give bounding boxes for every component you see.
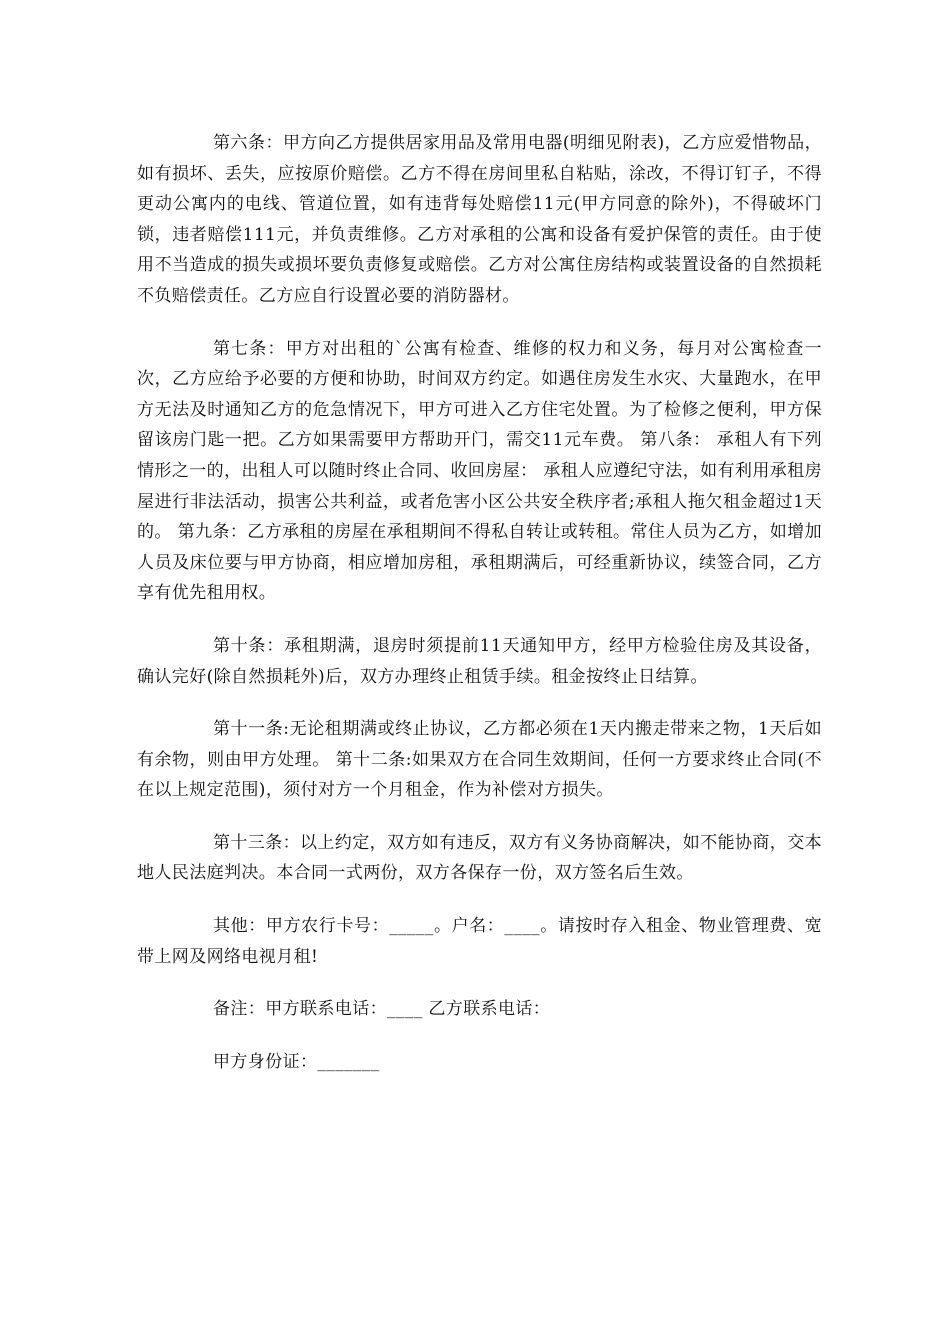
- article-6-paragraph: 第六条：甲方向乙方提供居家用品及常用电器(明细见附表)，乙方应爱惜物品，如有损坏、丢失，应按原价赔偿。乙方不得在房间里私自粘贴，涂改，不得订钉子，不得更动公寓内的电线、管道位置，如有违背每处赔偿11元(甲方同意的除外)，不得破坏门锁，违者赔偿111元，并负责维修。乙方对承租的公寓和设备有爱护保管的责任。由于使用不当造成的损失或损坏要负责修复或赔偿。乙方对公寓住房结构或装置设备的自然损耗不负赔偿责任。乙方应自行设置必要的消防器材。: [137, 133, 822, 306]
- article-7-9-paragraph: 第七条：甲方对出租的`公寓有检查、维修的权力和义务，每月对公寓检查一次，乙方应给予必要的方便和协助，时间双方约定。如遇住房发生水灾、大量跑水，在甲方无法及时通知乙方的危急情况下，甲方可进入乙方住宅处置。为了检修之便利，甲方保留该房门匙一把。乙方如果需要甲方帮助开门，需交11元车费。 第八条： 承租人有下列情形之一的，出租人可以随时终止合同、收回房屋： 承租人应遵纪守法，如有利用承租房屋进行非法活动，损害公共利益，或者危害小区公共安全秩序者;承租人拖欠租金超过1天的。 第九条：乙方承租的房屋在承租期间不得私自转让或转租。常住人员为乙方，如增加人员及床位要与甲方协商，相应增加房租，承租期满后，可经重新协议，续签合同，乙方享有优先租用权。: [137, 338, 822, 604]
- article-10-paragraph: 第十条：承租期满，退房时须提前11天通知甲方，经甲方检验住房及其设备，确认完好(除自然损耗外)后，双方办理终止租赁手续。租金按终止日结算。: [137, 635, 822, 687]
- remarks-paragraph: 备注：甲方联系电话：____ 乙方联系电话：: [213, 999, 551, 1020]
- document-page: [137, 128, 822, 1099]
- article-11-12-paragraph: 第十一条:无论租期满或终止协议，乙方都必须在1天内搬走带来之物，1天后如有余物，则由甲方处理。 第十二条:如果双方在合同生效期间，任何一方要求终止合同(不在以上规定范围)，须付对方一个月租金，作为补偿对方损失。: [137, 719, 822, 801]
- id-card-paragraph: 甲方身份证：_______: [213, 1051, 380, 1072]
- other-paragraph: 其他：甲方农行卡号：_____。户名：____。请按时存入租金、物业管理费、宽带上网及网络电视月租!: [137, 916, 822, 967]
- article-13-paragraph: 第十三条：以上约定，双方如有违反，双方有义务协商解决，如不能协商，交本地人民法庭判决。本合同一式两份，双方各保存一份，双方签名后生效。: [137, 832, 822, 884]
